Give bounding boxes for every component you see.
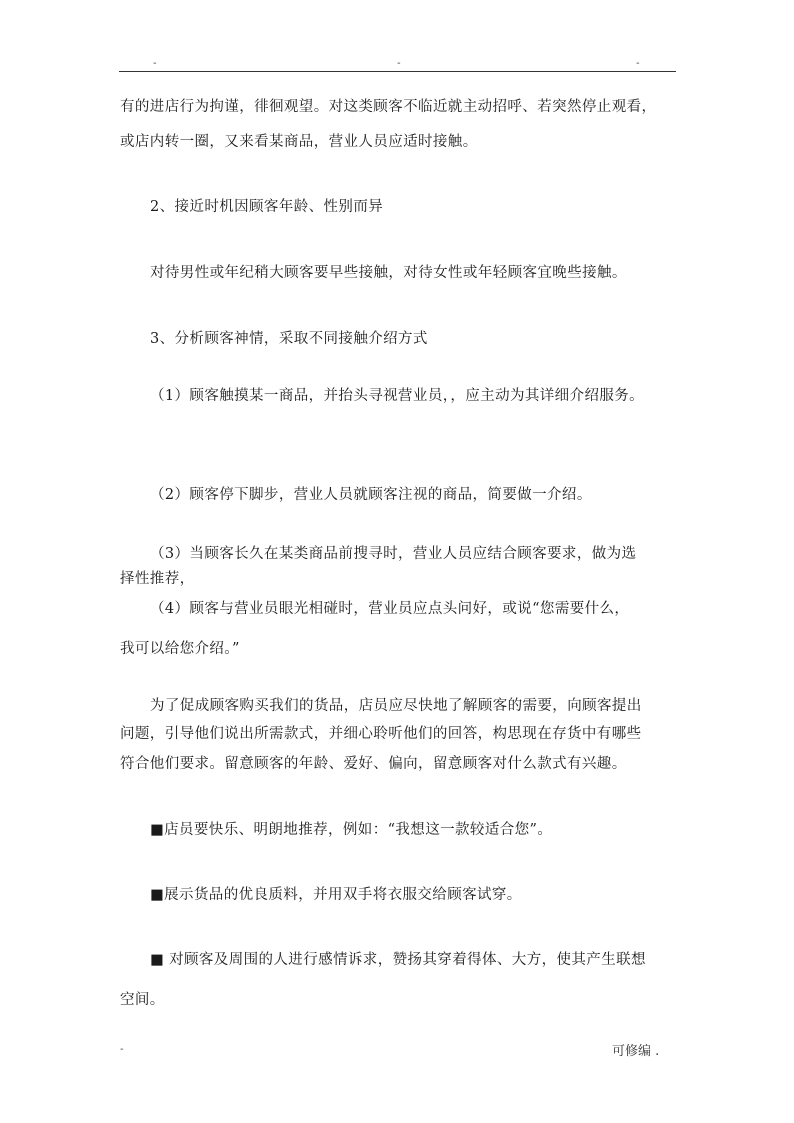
- bullet-item-1: ■店员要快乐、明朗地推荐，例如：“我想这一款较适合您”。: [150, 822, 553, 838]
- paragraph-line: 对待男性或年纪稍大顾客要早些接触，对待女性或年轻顾客宜晚些接触。: [150, 265, 627, 281]
- paragraph-line: 符合他们要求。留意顾客的年龄、爱好、偏向，留意顾客对什么款式有兴趣。: [120, 756, 627, 772]
- header-rule: [119, 71, 676, 72]
- section-heading-2: 2、接近时机因顾客年龄、性别而异: [150, 199, 384, 215]
- header-mark-center: -: [397, 58, 401, 69]
- list-item-1: （1）顾客触摸某一商品，并抬头寻视营业员，，应主动为其详细介绍服务。: [150, 388, 645, 404]
- section-heading-3: 3、分析顾客神情，采取不同接触介绍方式: [150, 331, 428, 347]
- paragraph-line: 问题，引导他们说出所需款式，并细心聆听他们的回答，构思现在存货中有哪些: [120, 726, 642, 742]
- paragraph-line: 为了促成顾客购买我们的货品，店员应尽快地了解顾客的需要，向顾客提出: [150, 698, 642, 714]
- footer-editable-label: 可修编 .: [612, 1044, 660, 1059]
- header-mark-right: -: [636, 58, 640, 69]
- header-mark-left: -: [153, 58, 157, 69]
- footer-mark: -: [120, 1044, 124, 1055]
- list-item-3: （3）当顾客长久在某类商品前搜寻时，营业人员应结合顾客要求，做为选: [150, 546, 637, 562]
- list-item-2: （2）顾客停下脚步，营业人员就顾客注视的商品，简要做一介绍。: [150, 487, 592, 503]
- paragraph-line: 有的进店行为拘谨，徘徊观望。对这类顾客不临近就主动招呼、若突然停止观看，: [120, 99, 657, 115]
- bullet-item-3-continued: 空间。: [120, 992, 165, 1008]
- bullet-item-2: ■展示货品的优良质料，并用双手将衣服交给顾客试穿。: [150, 887, 522, 903]
- list-item-4-continued: 我可以给您介绍。”: [120, 641, 240, 657]
- bullet-item-3: ■ 对顾客及周围的人进行感情诉求，赞扬其穿着得体、大方，使其产生联想: [150, 952, 646, 968]
- paragraph-line: 或店内转一圈，又来看某商品，营业人员应适时接触。: [120, 134, 478, 150]
- list-item-3-continued: 择性推荐，: [120, 571, 195, 587]
- list-item-4: （4）顾客与营业员眼光相碰时，营业员应点头问好，或说“您需要什么，: [150, 601, 630, 617]
